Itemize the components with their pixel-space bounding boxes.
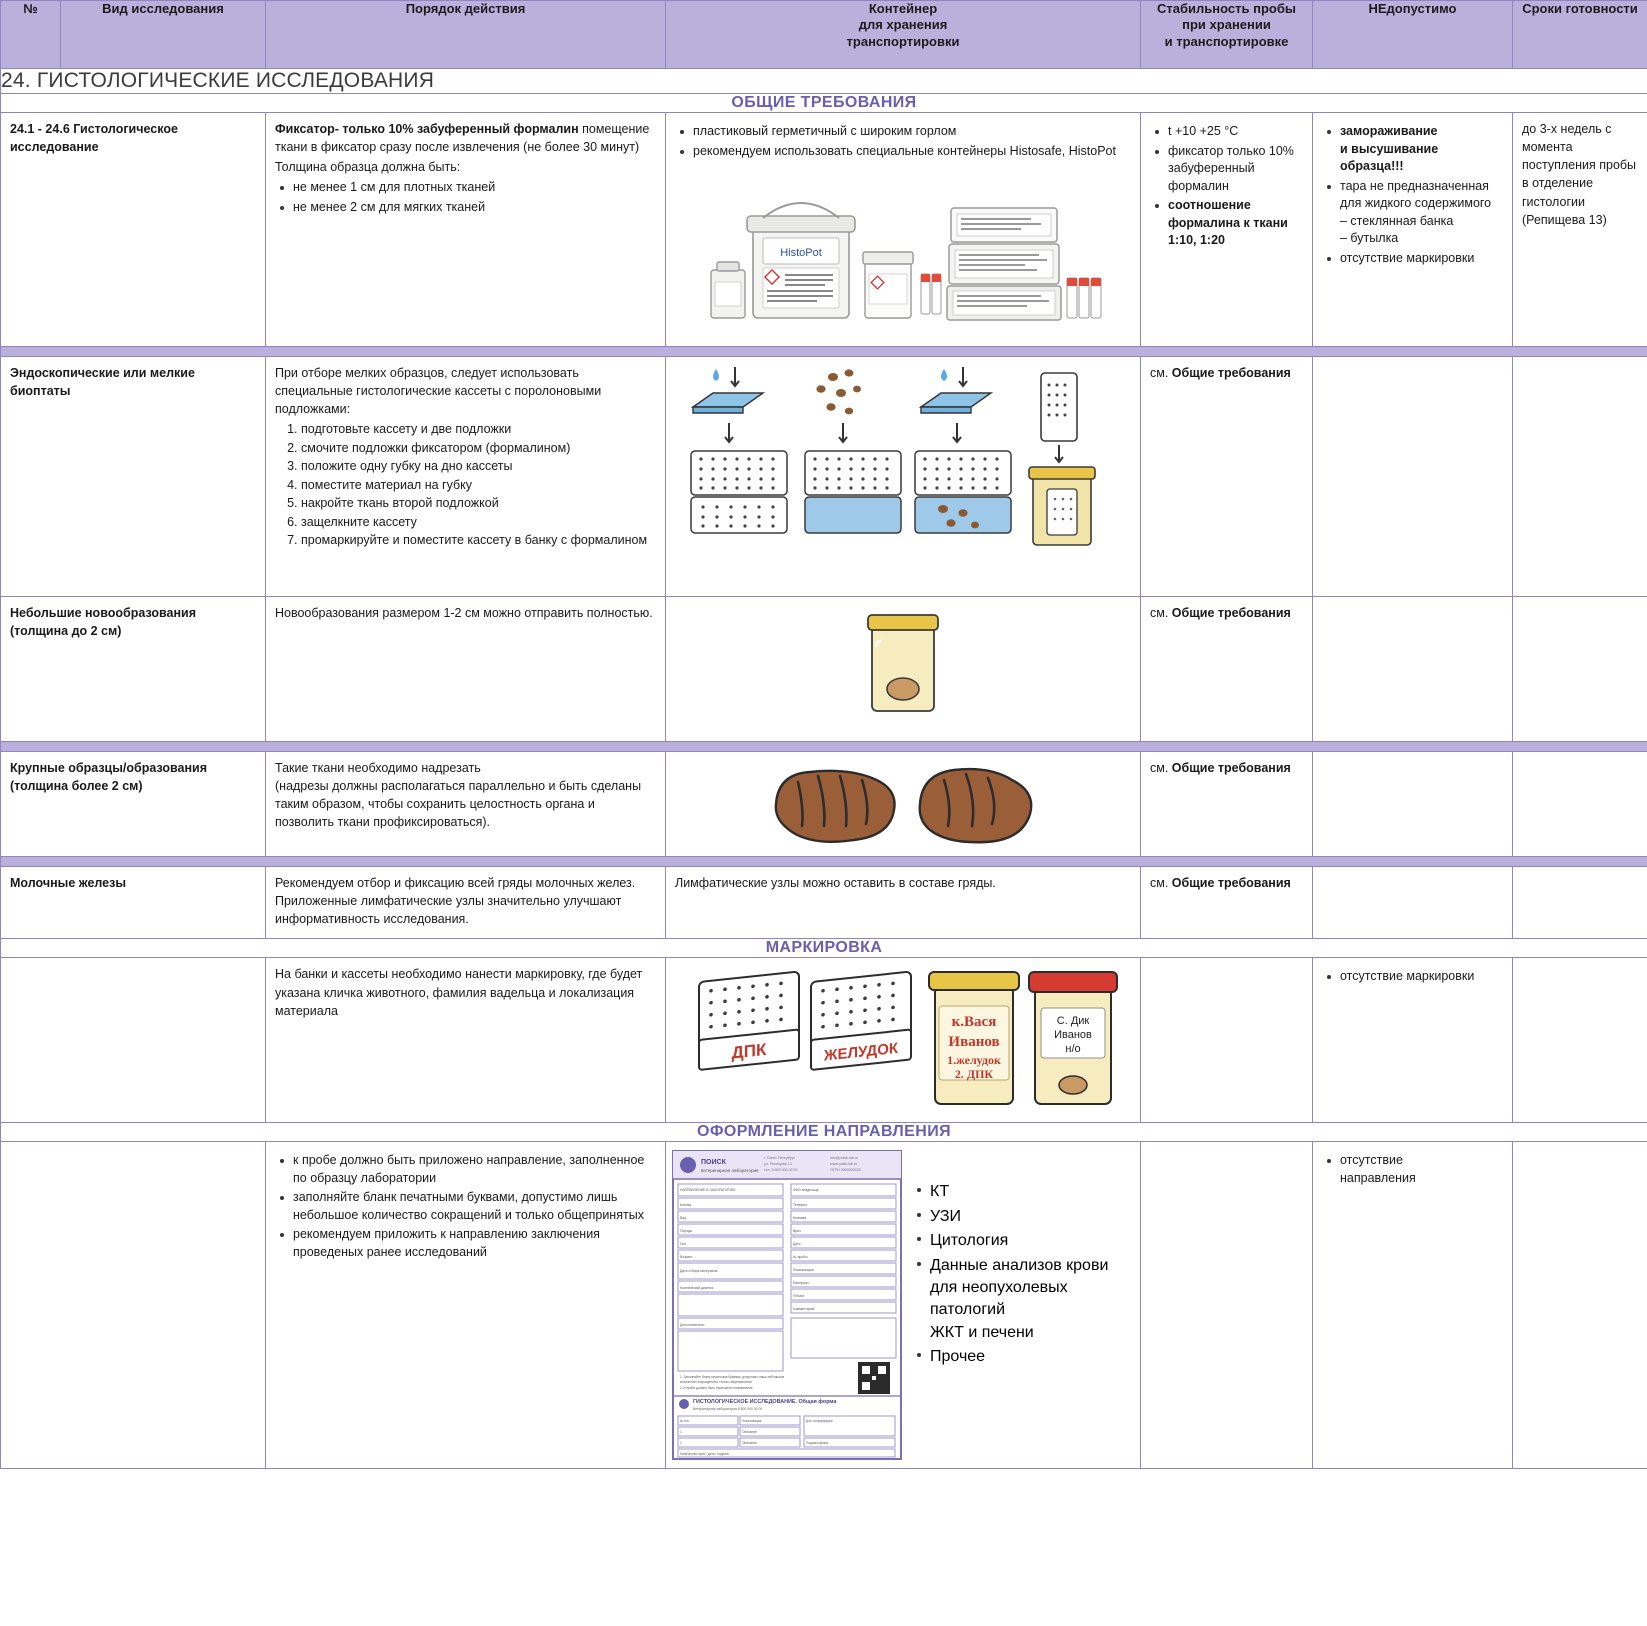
row-small-tumors-name-line2: (толщина до 2 см) xyxy=(10,624,122,639)
row-large-samples-name-line1: Крупные образцы/образования xyxy=(10,761,208,775)
table-row-endoscopic xyxy=(1,357,1647,597)
divider-band-2 xyxy=(1,742,1647,752)
row-referral-ready-cell xyxy=(1513,1142,1647,1469)
forbidden-2-line4: – бутылка xyxy=(1340,231,1399,245)
referral-forbidden-line1: отсутствие xyxy=(1340,1153,1403,1168)
table-row-marking xyxy=(1,958,1647,1123)
list-item: не менее 2 см для мягких тканей xyxy=(291,199,656,217)
col-header-stability-line2: при хранении xyxy=(1182,17,1271,33)
tissue-cuts-image xyxy=(758,758,1048,848)
svg-text:Материал: Материал xyxy=(793,1281,809,1286)
svg-text:№ пробы: № пробы xyxy=(793,1255,808,1260)
svg-text:Подпись врача: Подпись врача xyxy=(806,1441,829,1446)
row-small-tumors-ready-cell xyxy=(1513,597,1647,742)
svg-text:ФИО владельца: ФИО владельца xyxy=(793,1188,819,1193)
svg-text:2. К пробе должно быть приложе: 2. К пробе должно быть приложено направление xyxy=(680,1386,753,1391)
band xyxy=(1,347,1647,357)
referral-forbidden-line2: направления xyxy=(1340,1170,1416,1185)
jar-image xyxy=(838,603,968,733)
row-marking-forbidden-cell xyxy=(1313,958,1513,1123)
row-endoscopic-steps xyxy=(275,421,656,550)
list-item: 7. промаркируйте и поместите кассету в банку с формалином xyxy=(301,532,656,550)
table-header-row xyxy=(1,1,1647,69)
list-item xyxy=(1338,178,1503,248)
row-mammary-stability-cell xyxy=(1141,867,1313,939)
svg-text:Вид: Вид xyxy=(680,1216,687,1221)
containers-image xyxy=(693,178,1113,338)
stability-ratio-line3: 1:10, 1:20 xyxy=(1168,233,1225,247)
row-endoscopic-container-cell xyxy=(666,357,1141,597)
row-large-samples-order-line1: Такие ткани необходимо надрезать xyxy=(275,761,481,775)
svg-text:ПОИСК: ПОИСК xyxy=(701,1159,726,1167)
svg-text:2. ДПК: 2. ДПК xyxy=(954,1067,994,1082)
referral-item4-line2: для неопухолевых патологий xyxy=(930,1278,1068,1319)
row-general-ready: до 3-х недель с момента поступления пробы в отделение гистологии (Репищева 13) xyxy=(1522,122,1637,227)
row-mammary-order-cell xyxy=(266,867,666,939)
cassette-steps-image xyxy=(683,363,1123,588)
row-endoscopic-order-intro: При отборе мелких образцов, следует использовать специальные гистологические кассеты с поролоновыми подложками: xyxy=(275,366,602,417)
row-marking-stability-cell xyxy=(1141,958,1313,1123)
list-item: 2. смочите подложки фиксатором (формалином) xyxy=(301,440,656,458)
svg-text:1. Заполняйте бланк печатными: 1. Заполняйте бланк печатными буквами, допустимо лишь небольшое xyxy=(680,1375,785,1380)
stability-ratio-line1: соотношение xyxy=(1168,198,1251,212)
row-small-tumors-stability-cell xyxy=(1141,597,1313,742)
row-general-name: 24.1 - 24.6 Гистологическое исследование xyxy=(10,122,178,155)
svg-text:Объем: Объем xyxy=(793,1294,804,1299)
svg-text:Количество проб / дата / подпи: Количество проб / дата / подпись xyxy=(680,1452,730,1457)
list-item: t +10 +25 °C xyxy=(1166,123,1303,141)
svg-text:Дата: Дата xyxy=(793,1242,801,1247)
col-header-no: № xyxy=(1,1,61,69)
svg-text:Иванов: Иванов xyxy=(1054,1029,1092,1042)
stability-ref-prefix: см. xyxy=(1150,366,1172,380)
stability-ratio-line2: формалина к ткани xyxy=(1168,215,1288,230)
svg-text:Врач: Врач xyxy=(793,1229,801,1234)
row-general-forbidden-cell xyxy=(1313,113,1513,347)
row-large-samples-container-cell xyxy=(666,752,1141,857)
row-referral-order-list xyxy=(275,1152,656,1261)
svg-text:к.Вася: к.Вася xyxy=(951,1014,997,1031)
row-large-samples-order-cell xyxy=(266,752,666,857)
row-general-stability-list xyxy=(1150,123,1303,250)
row-mammary-container: Лимфатические узлы можно оставить в составе гряды. xyxy=(675,876,996,890)
row-large-samples-ready-cell xyxy=(1513,752,1647,857)
svg-text:ул. Репищева 13: ул. Репищева 13 xyxy=(764,1162,792,1167)
list-item: КТ xyxy=(928,1181,1134,1203)
list-item: 1. подготовьте кассету и две подложки xyxy=(301,421,656,439)
row-small-tumors-name-cell xyxy=(1,597,266,742)
labeled-cassettes-jars-illustration xyxy=(666,958,1140,1122)
row-endoscopic-order-cell xyxy=(266,357,666,597)
svg-text:Локализация: Локализация xyxy=(793,1268,814,1273)
table-row-large-samples xyxy=(1,752,1647,857)
svg-text:г. Санкт-Петербург: г. Санкт-Петербург xyxy=(764,1156,796,1161)
row-endoscopic-stability-cell xyxy=(1141,357,1313,597)
svg-text:Комментарий: Комментарий xyxy=(793,1307,815,1312)
svg-text:Ветеринарная лаборатория 8 800: Ветеринарная лаборатория 8 800 000 00 00 xyxy=(693,1407,763,1412)
list-item: к пробе должно быть приложено направление, заполненное по образцу лаборатории xyxy=(291,1152,656,1187)
list-item: отсутствие маркировки xyxy=(1338,250,1503,268)
list-item: рекомендуем использовать специальные контейнеры Histosafe, HistoPot xyxy=(691,143,1131,161)
row-small-tumors-name-line1: Небольшие новообразования xyxy=(10,606,196,620)
svg-text:Порода: Порода xyxy=(680,1229,692,1234)
row-large-samples-order-line2: (надрезы должны располагаться параллельно и быть сделаны таким образом, чтобы сохранить целостность органа и позволить ткани профиксироваться). xyxy=(275,779,642,830)
col-header-order: Порядок действия xyxy=(266,1,666,69)
svg-text:2: 2 xyxy=(680,1441,682,1446)
svg-text:тел. 8 800 000 00 00: тел. 8 800 000 00 00 xyxy=(764,1168,798,1173)
forbidden-2-line2: для жидкого содержимого xyxy=(1340,196,1492,210)
col-header-stability-line1: Стабильность пробы xyxy=(1157,1,1296,16)
row-general-stability-cell xyxy=(1141,113,1313,347)
subhead-referral-row xyxy=(1,1123,1647,1142)
jar-with-tissue-illustration xyxy=(666,597,1140,741)
list-item: 3. положите одну губку на дно кассеты xyxy=(301,458,656,476)
svg-text:www.poisk-lab.ru: www.poisk-lab.ru xyxy=(830,1162,858,1167)
table-row-small-tumors xyxy=(1,597,1647,742)
svg-text:количество сокращений и только: количество сокращений и только общепринятых xyxy=(680,1380,752,1385)
list-item: пластиковый герметичный с широким горлом xyxy=(691,123,1131,141)
svg-text:ветеринарная лаборатория: ветеринарная лаборатория xyxy=(701,1168,759,1174)
referral-form-image xyxy=(672,1150,902,1460)
incised-tissue-illustration xyxy=(666,752,1140,856)
col-header-type: Вид исследования xyxy=(61,1,266,69)
referral-item4-line1: Данные анализов крови xyxy=(930,1256,1109,1274)
cassette-steps-illustration xyxy=(666,357,1140,596)
band xyxy=(1,857,1647,867)
forbidden-line1: замораживание xyxy=(1340,124,1438,138)
svg-text:ГИСТОЛОГИЧЕСКОЕ ИССЛЕДОВАНИЕ.: ГИСТОЛОГИЧЕСКОЕ ИССЛЕДОВАНИЕ. Общая форма xyxy=(693,1399,837,1406)
row-marking-forbidden-list xyxy=(1322,968,1503,986)
stability-ref-bold: Общие требования xyxy=(1171,366,1291,380)
row-general-order-rest: помещение ткани в фиксатор сразу после извлечения (не более 30 минут) xyxy=(275,122,650,155)
col-header-container-line1: Контейнер xyxy=(868,1,938,16)
list-item: 6. защелкните кассету xyxy=(301,514,656,532)
svg-text:Возраст: Возраст xyxy=(680,1255,693,1260)
row-general-order-line2: Толщина образца должна быть: xyxy=(275,160,461,175)
svg-text:Описание: Описание xyxy=(742,1430,757,1435)
divider-band-3 xyxy=(1,857,1647,867)
svg-text:Телефон: Телефон xyxy=(793,1203,808,1208)
row-referral-stability-cell xyxy=(1141,1142,1313,1469)
list-item xyxy=(928,1255,1134,1345)
row-mammary-name: Молочные железы xyxy=(10,876,127,890)
svg-text:№ п/п: № п/п xyxy=(680,1419,689,1424)
row-endoscopic-name: Эндоскопические или мелкие биоптаты xyxy=(10,366,195,399)
svg-text:1: 1 xyxy=(680,1430,682,1435)
marking-image xyxy=(683,964,1123,1114)
row-mammary-name-cell xyxy=(1,867,266,939)
stability-ref-bold: Общие требования xyxy=(1171,606,1291,620)
row-large-samples-name-cell xyxy=(1,752,266,857)
svg-text:НАПРАВЛЕНИЕ В ЛАБОРАТОРИЮ: НАПРАВЛЕНИЕ В ЛАБОРАТОРИЮ xyxy=(680,1188,736,1193)
list-item: УЗИ xyxy=(928,1206,1134,1228)
row-referral-order-cell xyxy=(266,1142,666,1469)
row-mammary-order: Рекомендуем отбор и фиксацию всей гряды молочных желез. Приложенные лимфатические узлы значительно улучшают информативность исследования. xyxy=(275,876,636,927)
row-referral-name-cell xyxy=(1,1142,266,1469)
svg-text:ОГРН 0000000000: ОГРН 0000000000 xyxy=(830,1168,861,1173)
list-item: Прочее xyxy=(928,1346,1134,1368)
stability-ref-prefix: см. xyxy=(1150,761,1172,775)
row-general-container-cell xyxy=(666,113,1141,347)
list-item: не менее 1 см для плотных тканей xyxy=(291,179,656,197)
row-referral-forbidden-list xyxy=(1322,1152,1503,1187)
row-endoscopic-forbidden-cell xyxy=(1313,357,1513,597)
row-referral-container-list xyxy=(912,1181,1134,1368)
row-general-name-cell xyxy=(1,113,266,347)
row-large-samples-name-line2: (толщина более 2 см) xyxy=(10,779,143,794)
section-title: 24. ГИСТОЛОГИЧЕСКИЕ ИССЛЕДОВАНИЯ xyxy=(1,69,1647,94)
svg-text:С. Дик: С. Дик xyxy=(1056,1015,1090,1028)
svg-text:Дата отбора материала: Дата отбора материала xyxy=(680,1269,718,1274)
list-item: Цитология xyxy=(928,1230,1134,1252)
forbidden-line2: и высушивание образца!!! xyxy=(1340,141,1439,173)
col-header-stability-line3: и транспортировке xyxy=(1164,33,1289,49)
row-endoscopic-ready-cell xyxy=(1513,357,1647,597)
row-mammary-forbidden-cell xyxy=(1313,867,1513,939)
row-small-tumors-forbidden-cell xyxy=(1313,597,1513,742)
svg-text:Описание: Описание xyxy=(742,1441,757,1446)
row-small-tumors-container-cell xyxy=(666,597,1141,742)
row-endoscopic-name-cell xyxy=(1,357,266,597)
row-small-tumors-order: Новообразования размером 1-2 см можно отправить полностью. xyxy=(275,606,653,620)
table-row-general xyxy=(1,113,1647,347)
row-large-samples-forbidden-cell xyxy=(1313,752,1513,857)
subhead-general: ОБЩИЕ ТРЕБОВАНИЯ xyxy=(1,94,1647,113)
row-marking-container-cell xyxy=(666,958,1141,1123)
svg-text:Клинический диагноз: Клинический диагноз xyxy=(680,1286,714,1291)
row-general-forbidden-list xyxy=(1322,123,1503,267)
row-general-order-cell xyxy=(266,113,666,347)
svg-text:ДПК: ДПК xyxy=(731,1040,767,1063)
row-small-tumors-order-cell xyxy=(266,597,666,742)
svg-text:ЖЕЛУДОК: ЖЕЛУДОК xyxy=(823,1040,899,1066)
forbidden-2-line3: – стеклянная банка xyxy=(1340,213,1454,228)
divider-band-1 xyxy=(1,347,1647,357)
referral-form-illustration xyxy=(672,1150,902,1460)
list-item xyxy=(1166,197,1303,250)
svg-text:Клиника: Клиника xyxy=(793,1216,807,1221)
row-marking-name-cell xyxy=(1,958,266,1123)
col-header-ready: Сроки готовности xyxy=(1513,1,1647,69)
col-header-container xyxy=(666,1,1141,69)
svg-text:н/о: н/о xyxy=(1065,1043,1081,1056)
col-header-container-line3: транспортировки xyxy=(846,33,960,49)
stability-ref-prefix: см. xyxy=(1150,876,1172,890)
subhead-general-row xyxy=(1,94,1647,113)
list-item: 5. накройте ткань второй подложкой xyxy=(301,495,656,513)
col-header-forbidden: НЕдопустимо xyxy=(1313,1,1513,69)
svg-text:Кличка: Кличка xyxy=(680,1203,692,1208)
row-mammary-container-cell xyxy=(666,867,1141,939)
subhead-referral: ОФОРМЛЕНИЕ НАПРАВЛЕНИЯ xyxy=(1,1123,1647,1142)
svg-text:Пол: Пол xyxy=(680,1242,687,1247)
row-referral-forbidden-cell xyxy=(1313,1142,1513,1469)
col-header-stability xyxy=(1141,1,1313,69)
svg-text:1.желудок: 1.желудок xyxy=(947,1053,1001,1068)
referral-item4-line3: ЖКТ и печени xyxy=(930,1323,1034,1341)
section-title-row xyxy=(1,69,1647,94)
band xyxy=(1,742,1647,752)
row-general-order-list xyxy=(275,179,656,216)
row-general-container-list xyxy=(675,123,1131,160)
list-item: 4. поместите материал на губку xyxy=(301,477,656,495)
list-item: заполняйте бланк печатными буквами, допустимо лишь небольшое количество сокращений и только общепринятых xyxy=(291,1189,656,1224)
row-marking-order-cell xyxy=(266,958,666,1123)
list-item xyxy=(1338,1152,1503,1187)
list-item: фиксатор только 10% забуференный формалин xyxy=(1166,143,1303,196)
table-row-mammary xyxy=(1,867,1647,939)
row-large-samples-stability-cell xyxy=(1141,752,1313,857)
row-marking-order: На банки и кассеты необходимо нанести маркировку, где будет указана кличка животного, фамилия вадельца и локализация материала xyxy=(275,967,643,1018)
subhead-marking-row xyxy=(1,939,1647,958)
forbidden-2-line1: тара не предназначенная xyxy=(1340,178,1489,193)
list-item: рекомендуем приложить к направлению заключения проведеных ранее исследований xyxy=(291,1226,656,1261)
subhead-marking: МАРКИРОВКА xyxy=(1,939,1647,958)
list-item: отсутствие маркировки xyxy=(1338,968,1503,986)
row-referral-container-cell xyxy=(666,1142,1141,1469)
svg-text:Доп. информация: Доп. информация xyxy=(806,1419,833,1424)
row-mammary-ready-cell xyxy=(1513,867,1647,939)
histopot-containers-illustration xyxy=(666,172,1140,346)
row-marking-ready-cell xyxy=(1513,958,1647,1123)
stability-ref-prefix: см. xyxy=(1150,606,1172,620)
svg-text:Иванов: Иванов xyxy=(948,1034,1000,1051)
list-item xyxy=(1338,123,1503,176)
svg-text:info@poisk-lab.ru: info@poisk-lab.ru xyxy=(830,1156,859,1161)
svg-text:HistoPot: HistoPot xyxy=(780,247,822,259)
svg-text:Локализация: Локализация xyxy=(742,1419,762,1424)
stability-ref-bold: Общие требования xyxy=(1171,761,1291,775)
svg-text:Дополнительно: Дополнительно xyxy=(680,1323,705,1328)
row-general-order-bold: Фиксатор- только 10% забуференный формалин xyxy=(275,122,579,136)
row-general-ready-cell xyxy=(1513,113,1647,347)
stability-ref-bold: Общие требования xyxy=(1171,876,1291,890)
table-row-referral xyxy=(1,1142,1647,1469)
col-header-container-line2: для хранения xyxy=(858,17,948,33)
